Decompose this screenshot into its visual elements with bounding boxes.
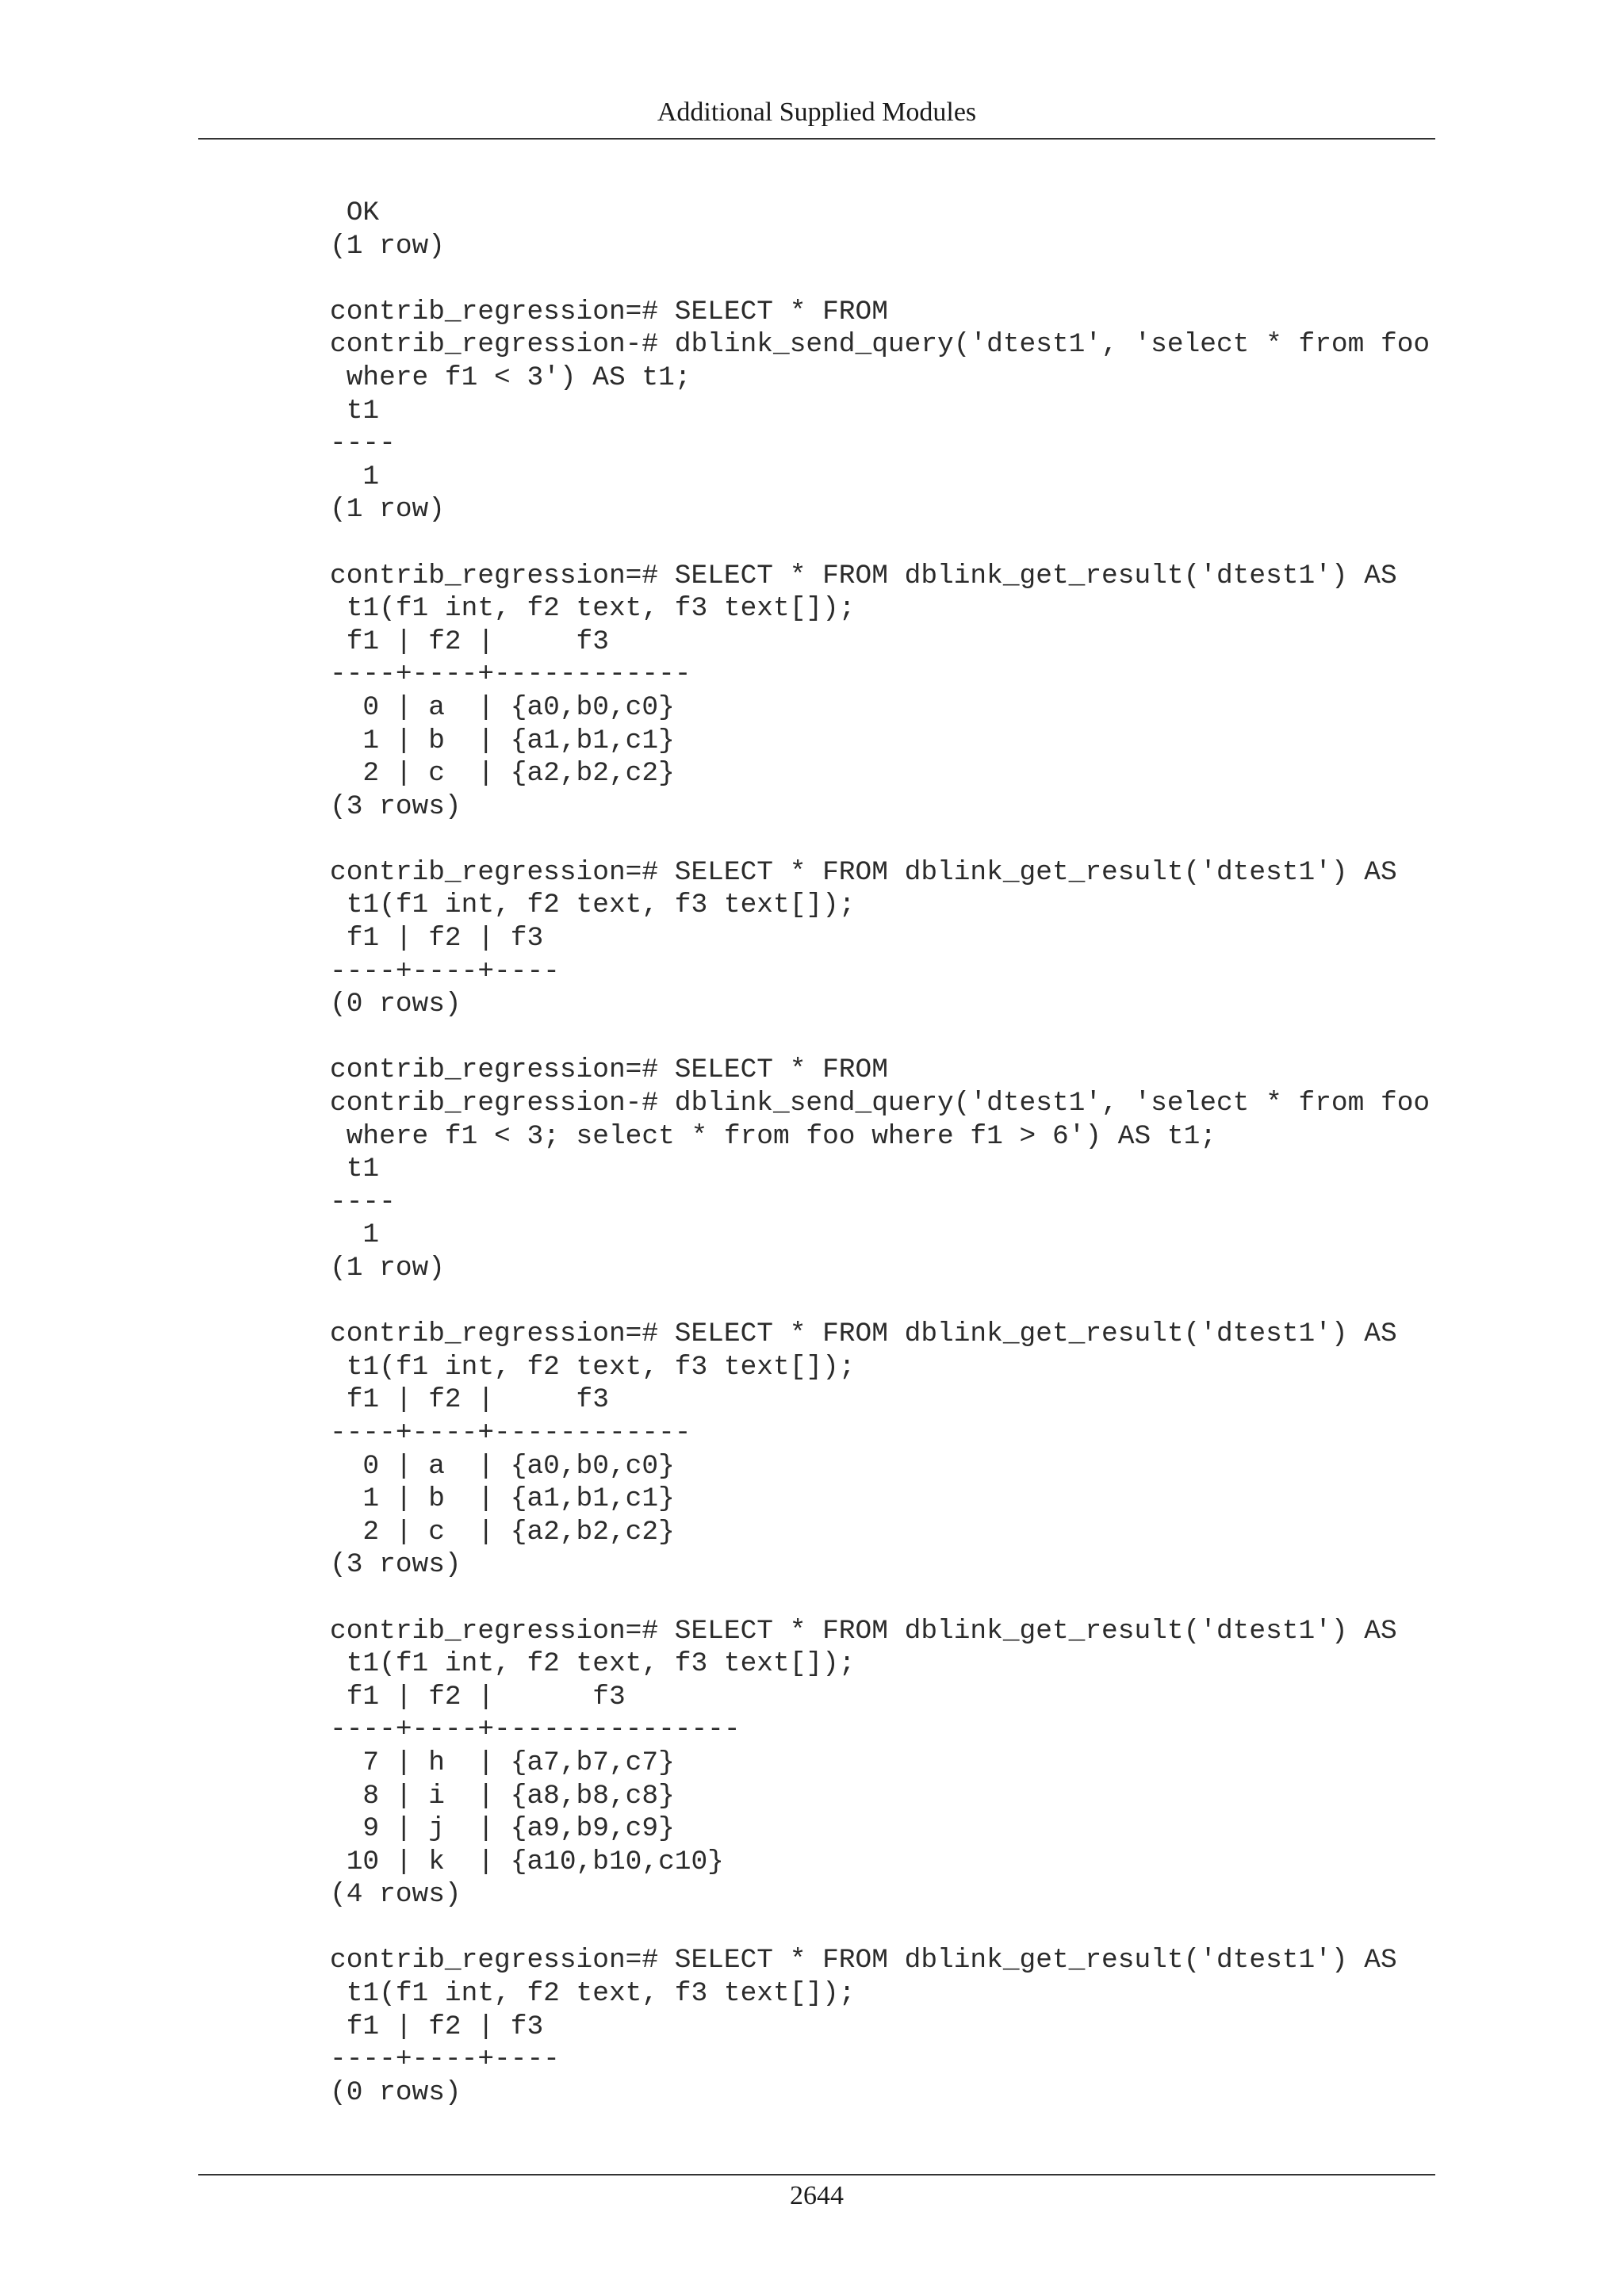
code-line: 10 | k | {a10,b10,c10} <box>330 1846 724 1877</box>
code-line: t1(f1 int, f2 text, f3 text[]); <box>330 1648 856 1680</box>
code-line: contrib_regression=# SELECT * FROM dblink_get_result('dtest1') AS <box>330 856 1397 888</box>
code-line: f1 | f2 | f3 <box>330 2011 544 2042</box>
code-line: (0 rows) <box>330 2076 462 2108</box>
code-line: ----+----+---- <box>330 955 560 987</box>
code-line: t1(f1 int, f2 text, f3 text[]); <box>330 593 856 625</box>
code-line: ----+----+--------------- <box>330 1714 741 1746</box>
code-line: f1 | f2 | f3 <box>330 923 544 955</box>
code-line <box>330 1021 1430 1054</box>
code-line <box>330 262 1430 296</box>
code-line: 2 | c | {a2,b2,c2} <box>330 758 675 790</box>
page-header: Additional Supplied Modules <box>657 98 977 127</box>
code-line: 7 | h | {a7,b7,c7} <box>330 1747 675 1778</box>
code-line: contrib_regression=# SELECT * FROM <box>330 1054 888 1086</box>
code-line: f1 | f2 | f3 <box>330 1681 626 1712</box>
code-line: contrib_regression=# SELECT * FROM dblink_get_result('dtest1') AS <box>330 1945 1397 1976</box>
code-line <box>330 1285 1430 1318</box>
header-divider <box>198 138 1435 140</box>
code-line: ----+----+------------ <box>330 1417 691 1448</box>
code-line: (3 rows) <box>330 1549 462 1581</box>
code-line: 2 | c | {a2,b2,c2} <box>330 1516 675 1548</box>
code-example <box>330 197 1430 2109</box>
footer-divider <box>198 2174 1435 2175</box>
code-line: (0 rows) <box>330 989 462 1020</box>
code-line: f1 | f2 | f3 <box>330 626 609 657</box>
code-line <box>330 526 1430 560</box>
code-line: ---- <box>330 428 396 460</box>
code-line <box>330 1582 1430 1615</box>
code-line: t1 <box>330 395 380 427</box>
code-line: t1(f1 int, f2 text, f3 text[]); <box>330 890 856 921</box>
code-line: 1 | b | {a1,b1,c1} <box>330 725 675 756</box>
code-line: ---- <box>330 1186 396 1218</box>
code-line: where f1 < 3; select * from foo where f1 > 6') AS t1; <box>330 1120 1216 1152</box>
code-line: (1 row) <box>330 230 445 262</box>
code-line: contrib_regression-# dblink_send_query('dtest1', 'select * from foo <box>330 329 1431 361</box>
code-line: 1 | b | {a1,b1,c1} <box>330 1483 675 1515</box>
code-line: ----+----+---- <box>330 2044 560 2076</box>
code-line: t1(f1 int, f2 text, f3 text[]); <box>330 1978 856 2010</box>
code-line: ----+----+------------ <box>330 659 691 691</box>
code-line <box>330 823 1430 856</box>
code-line: (3 rows) <box>330 790 462 822</box>
code-line: 9 | j | {a9,b9,c9} <box>330 1813 675 1845</box>
code-line: contrib_regression=# SELECT * FROM <box>330 296 888 327</box>
code-line: contrib_regression=# SELECT * FROM dblink_get_result('dtest1') AS <box>330 560 1397 591</box>
page-number: 2644 <box>790 2181 844 2210</box>
code-line: (1 row) <box>330 494 445 526</box>
code-line: where f1 < 3') AS t1; <box>330 362 691 393</box>
code-line: (4 rows) <box>330 1879 462 1911</box>
code-line: OK <box>330 197 380 228</box>
code-line: t1 <box>330 1154 380 1185</box>
code-line: 1 <box>330 1219 380 1251</box>
code-line: 0 | a | {a0,b0,c0} <box>330 691 675 723</box>
code-line: 8 | i | {a8,b8,c8} <box>330 1780 675 1812</box>
code-line: f1 | f2 | f3 <box>330 1384 609 1416</box>
code-line: 0 | a | {a0,b0,c0} <box>330 1450 675 1482</box>
code-line: contrib_regression-# dblink_send_query('dtest1', 'select * from foo <box>330 1088 1431 1119</box>
code-line: t1(f1 int, f2 text, f3 text[]); <box>330 1351 856 1383</box>
code-line: 1 <box>330 461 380 492</box>
code-line: contrib_regression=# SELECT * FROM dblink_get_result('dtest1') AS <box>330 1318 1397 1350</box>
code-line: (1 row) <box>330 1253 445 1284</box>
code-line <box>330 1911 1430 1945</box>
code-line: contrib_regression=# SELECT * FROM dblink_get_result('dtest1') AS <box>330 1615 1397 1647</box>
